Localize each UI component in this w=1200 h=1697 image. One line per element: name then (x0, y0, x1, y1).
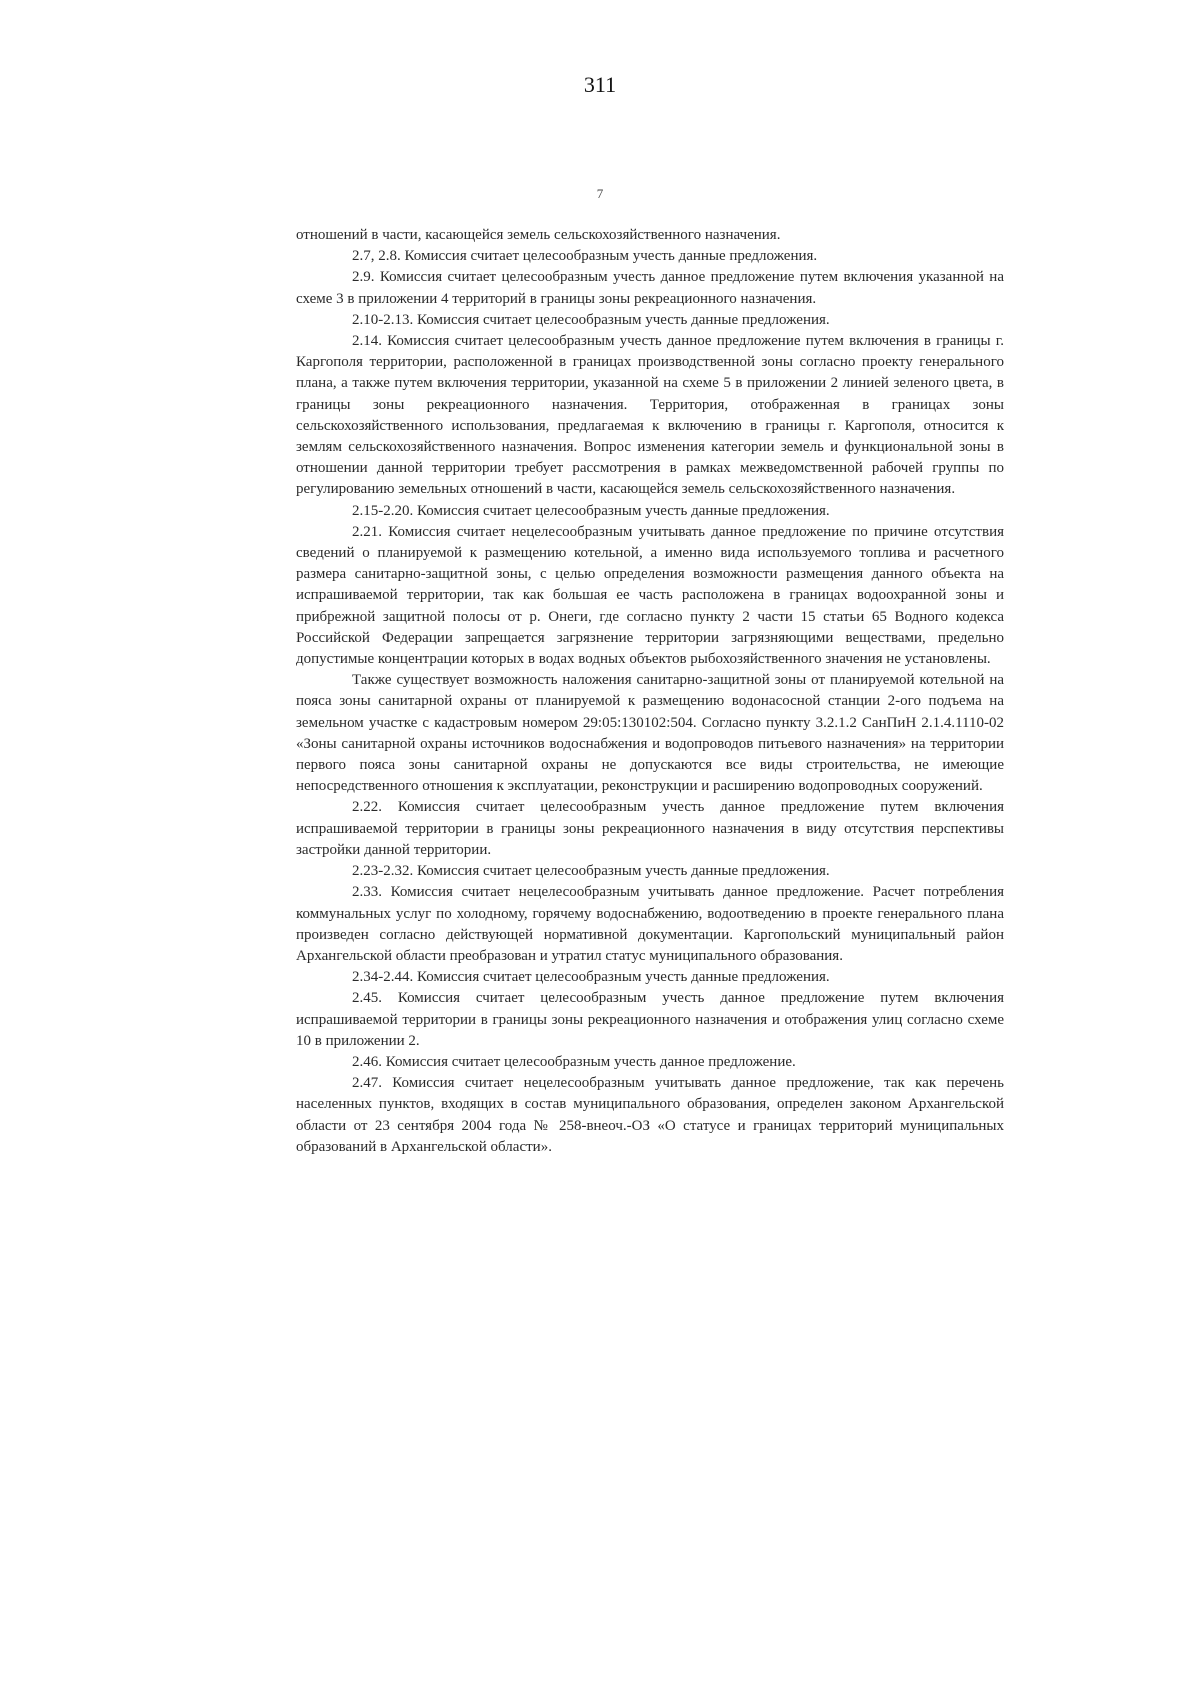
paragraph-2-21-addendum: Также существует возможность наложения санитарно-защитной зоны от планируемой котельной на пояса зоны санитарной охраны от планируемой к размещению водонасосной станции 2-ого подъема на земельном участке с кадастровым номером 29:05:130102:504. Согласно пункту 3.2.1.2 СанПиН 2.1.4.1110-02 «Зоны санитарной охраны источников водоснабжения и водопроводов питьевого назначения» на территории первого пояса зоны санитарной охраны не допускаются все виды строительства, не имеющие непосредственного отношения к эксплуатации, реконструкции и расширению водопроводных сооружений. (296, 672, 1004, 795)
outer-page-number: 311 (583, 72, 617, 97)
paragraph-2-22: 2.22. Комиссия считает целесообразным учесть данное предложение путем включения испрашиваемой территории в границы зоны рекреационного назначения в виду отсутствия перспективы застройки данной территории. (296, 799, 1004, 858)
inner-page-number: 7 (596, 186, 604, 201)
paragraph-2-15-2-20: 2.15-2.20. Комиссия считает целесообразным учесть данные предложения. (352, 502, 830, 519)
paragraph-2-21: 2.21. Комиссия считает нецелесообразным учитывать данное предложение по причине отсутствия сведений о планируемой к размещению котельной, а именно вида используемого топлива и расчетного размера санитарно-защитной зоны, с целью определения возможности размещения данного объекта на испрашиваемой территории, так как большая ее часть расположена в границах водоохранной зоны и прибрежной защитной полосы от р. Онеги, где согласно пункту 2 части 15 статьи 65 Водного кодекса Российской Федерации запрещается загрязнение территории загрязняющими веществами, предельно допустимые концентрации которых в водах водных объектов рыбохозяйственного значения не установлены. (296, 523, 1004, 668)
paragraph-2-34-2-44: 2.34-2.44. Комиссия считает целесообразным учесть данные предложения. (352, 969, 830, 986)
paragraph-2-14: 2.14. Комиссия считает целесообразным учесть данное предложение путем включения в границы г. Каргополя территории, расположенной в границах производственной зоны согласно проекту генерального плана, а также путем включения территории, указанной на схеме 5 в приложении 2 линией зеленого цвета, в границы зоны рекреационного назначения. Территория, отображенная в границах зоны сельскохозяйственного использования, предлагаемая к включению в границы г. Каргополя, относится к землям сельскохозяйственного назначения. Вопрос изменения категории земель и функциональной зоны в отношении данной территории требует рассмотрения в рамках межведомственной рабочей группы по регулированию земельных отношений в части, касающейся земель сельскохозяйственного назначения. (296, 333, 1004, 498)
paragraph-2-10-2-13: 2.10-2.13. Комиссия считает целесообразным учесть данные предложения. (352, 311, 830, 328)
paragraph-2-46: 2.46. Комиссия считает целесообразным учесть данное предложение. (352, 1053, 796, 1070)
paragraph-2-7-2-8: 2.7, 2.8. Комиссия считает целесообразным учесть данные предложения. (352, 248, 818, 265)
paragraph-continuation: отношений в части, касающейся земель сельскохозяйственного назначения. (296, 227, 781, 243)
paragraph-2-23-2-32: 2.23-2.32. Комиссия считает целесообразным учесть данные предложения. (352, 863, 830, 880)
paragraph-2-33: 2.33. Комиссия считает нецелесообразным учитывать данное предложение. Расчет потребления коммунальных услуг по холодному, горячему водоснабжению, водоотведению в проекте генерального плана произведен согласно действующей нормативной документации. Каргопольский муниципальный район Архангельской области преобразован и утратил статус муниципального образования. (296, 884, 1004, 964)
document-body (296, 225, 1004, 1158)
paragraph-2-9: 2.9. Комиссия считает целесообразным учесть данное предложение путем включения указанной на схеме 3 в приложении 4 территорий в границы зоны рекреационного назначения. (296, 269, 1004, 307)
paragraph-2-47: 2.47. Комиссия считает нецелесообразным учитывать данное предложение, так как перечень населенных пунктов, входящих в состав муниципального образования, определен законом Архангельской области от 23 сентября 2004 года № 258-внеоч.-ОЗ «О статусе и границах территорий муниципальных образований в Архангельской области». (296, 1075, 1004, 1155)
paragraph-2-45: 2.45. Комиссия считает целесообразным учесть данное предложение путем включения испрашиваемой территории в границы зоны рекреационного назначения и отображения улиц согласно схеме 10 в приложении 2. (296, 990, 1004, 1049)
